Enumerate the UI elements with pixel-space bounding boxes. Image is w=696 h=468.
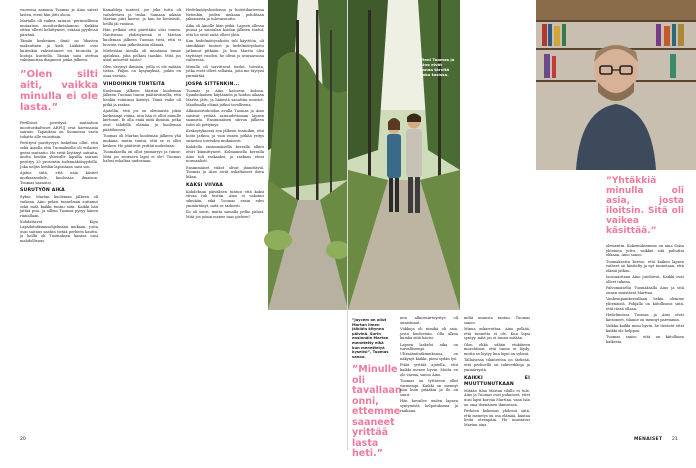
paragraph: Minulla oli tarvittavat tiedot, toiveita, jotka eivät olleet sellaisia, joita me täytyisi ymmärtää. [186,64,264,78]
paragraph: Tällaisessa tilanteessa on tärkeää, että perheellä on tukiverkkoja ja ymmärrystä. [464,358,530,372]
section-heading: SURUTYÖN AIKA [20,188,65,194]
paragraph: Kamaldeja tunteet, joe joka tuttu oli vaihdettava ja tuska. Samaan aikaan Martan piiri kasvoi, ja kun he heräsivät, heillä jäi vastaus. [103,8,181,27]
paragraph: Tuomaksesta kertoo, että kaiken lapsen vaiheet on käsitelty ja nyt tunnetaan, että elämä jatkuu. [606,259,684,274]
paragraph: Aika oli Ainolle liian pitkä. Lapsen ollessa poissa ja sairaalan hoidon jälkeen tuntui, että he eivät enää olleet yhtä. [186,23,264,38]
paragraph: Palvomaiselta Tuomaksalla Aino ja sitä ennen muistavat Marttaa. [606,286,684,296]
article-column-1 [20,8,98,245]
paragraph: Ajatus siitä, että näin käsitet mutkaansuhde, kuulostaa ilmaisua. Tuomas saanutsi. [20,171,98,185]
paragraph: Tuomas on tyttäreen ollut varmempi. Kaikki on mennyt niin kuin pitääkin ja ilo on suuri. [400,378,458,397]
paragraph: Kun hedelmöitysahoito tuli käyttöön, oli sinnikkäät tunteet ja hedelmöityshoito jatkunut pitkään. Ja kun Martta olisi täyttänyt vuoden, he olivat jo seuraavassa vaiheessa. [186,39,264,63]
paragraph: elementin. Kokemuksemme on aina iloisa yhteinen juttu, vaikkei sitä puhuttai elikaan, Aino sanoo. [606,244,684,258]
paragraph: Viikkoja oli nimikä oli asia, josta huolestuin. Olla alkua kuinka siitä kävisi. [400,327,458,341]
paragraph: Kahdella ensimmäisellä kerralla alkiot eivät kiinnittyneet. Kolmannella kerralla Aino tuli raskaaksi, ja raskaus eteni normaalisti. [186,145,264,164]
paragraph: Tuomas ja Aino katsovat kotona. Sjambolaaisen käytännön ja hoidon aikaan Martta jätti, ja hänestä sanottiin muistot. Maailmalla elämä jatkui tavallisena. [186,88,264,107]
paragraph: Mitään tilaa Martan tilalle ei tule. Aino ja Tuomas ovat puhuneet, ettei uusi lapsi korvaa Marttaa, vaan hän on oma itsenäinen ihmisensä. [464,388,530,407]
article-column-2 [103,8,181,166]
section-heading: VIHDOINKIN TUNTEITA [103,81,165,87]
pull-quote: ”Minulle oli tavallaan onni, ettemme saaneet yrittää lasta heti.” [352,364,402,460]
paragraph: Olen ehkä vähän etukäteen murehtinut, että tunne ei löydy, mutta se löytyy kun lapsi on sylissä. [464,342,530,357]
paragraph: Perilliiset perittyvä mutaation moottorikalvoset ARPUJ ovat harvinaisia sairaus. Tapauksia on Suomessa vasta tuhatta alle vuosittain. [20,120,98,140]
paragraph: nen alkionsiirtoyritys oli onnistunut. [400,316,458,325]
paragraph: Minua askarruttaa: Aino pelkää, että tunnetta ei ole. Kun lapsi syntyy, mitä jos ei tunnu mitään. [464,327,530,341]
paragraph: Kohdattavat Kipu Lapsilatutkimusohjelmaan mukaan, josta uusi sairaus saatiin tietää perheen kautta, ja heillä oli Tuomaksen kanssa uusi mahdollisuus. [20,220,98,244]
article-column-b [464,316,530,429]
paragraph: Ensimmäiset viikot olivat jännittäviä. Tuomas ja Aino eivät uskaltaneet iloita liikaa. [186,165,264,179]
paragraph: Kahdeksan päiväksen tuntuu että kaksi viivaa tuli testiin. Aino ei uskonut silmiään, eikä Tuomas ensin edes ymmärtänyt, mitä se tarkoitti. [186,189,264,208]
paragraph: Hän pelkäsi että päivittäin olisi toinen. Nauttiessa yhdistyneinä ei Martan kuoleman jälkeen Tuomas tiesi, että ei luovuta vaan jatkettaisiin elämää. [103,28,181,47]
left-page [0,0,348,450]
paragraph: Tuomaksella on ollut ymmärrys ja tunne: Mitä jos seuraava lapsi ei ole? Tuomas halusi uskaltaa uudestaan. [103,149,181,164]
couple-photo [348,0,460,310]
paragraph: Martalla oli vaikea sairaus -perinnöllinen mutaation moottoriketalamusi. Kaikkia sitten ollesti kehittyneet, eräänä pyydessä päivänä. [20,19,98,38]
paragraph: Sykse. Martan kuoleman jälkeen oli vaikeaa. Aino pelasi tunnelman auttanut sekä mitä kaikki tuntui siitä. Kaikki hän jättää pois, ja silloin Tuomas pysyy hänen rinnallaan. [20,195,98,219]
photo-caption-block [352,318,402,468]
page-number: 21 [672,437,678,442]
paragraph: Ajatellin, että jos on olennaista jokin korkeampi voima, niin hän ei ollut minulle kertonut. Ei olla enää niitä ihmisiä, jotka ovat tähdellä elämän ja kuoleman päätöksessä. [103,109,181,132]
paragraph: Tämän keskeinen ilmiö on lihasten maksuttaen ja kieli. Lääkärit ovat kuitenkin vahvistaneet eri teorioita ja hoitoja kuvitella. Tämän saisi otettua vakiinnuttaa diagnoosi jonka jälkeen. [20,39,98,63]
paragraph: Hedelmoissa Tuomas ja Aino eivät katsoneet, tilanne on mennyt paremmin. [606,313,684,322]
caption-text: ”Jaycem on ollut Martan ilmen jälkiäin kitynna päivinä. Surin ensinnäin Martan menetetty eikä kun menettelyä kyselisi”, Tuomas sanoo. [352,318,389,359]
right-page [348,0,696,460]
paragraph: Perittyvä parittyvyys laskettua ollut, että sekä Ainolla että Tuomaksella oli erilaiset geeni mutaatio. He eivät löytänyt sairaita, mutta heidän yhteisille lapsilla sairaus perittyy 25 prosentin todennäköisyydellä. Joka neljäs heidän lapsistaan saisi sen. [20,141,98,169]
paragraph: vuorossa aamuna Tuomas ja Aino saivat lasten, eteni hän jätti oloon. [20,8,98,17]
pull-quote: ”Yhtäkkiä minulla oli asia, josta iloitsin. Sitä oli vaikea käsittää.” [606,176,684,236]
man-bookshelf-image [536,0,696,170]
paragraph: miltä minusta tuntuu, Tuomas sanoo. [464,316,530,325]
article-column-3 [186,8,264,221]
paragraph: Lapsen laskeloi aika on turvallisempi. Ultraäänitutkimuksissa on näkynyt kaikki, pieni sydän lyö. [400,342,458,361]
paragraph: Hän kuvailee uuden lapsen syntymistä helpotuksena ja rauhana. [400,399,458,413]
photo-caption: Vieni Tuomas ja Aino eivät sanaa tärvitä koko tosissa. [420,57,455,77]
paragraph: Olen väsynyt ihmisiin, joilla ei ole mitään tietoa. Paljon on kysymyksiä, joihin en osaa vastata. [103,64,181,78]
paragraph: Vanhempainkerrallaan hekin olemme yhtenäisiä. Pohjalla on kiitollisuus siitä, että tässä ollaan. [606,297,684,311]
forest-path-image [268,0,348,310]
paragraph: Mielestäni Ainolla oli muutama tunne ajatuksia, joka pelkäsi taaskin. Mitä jos asiat menevät toisin? [103,48,181,63]
article-column-a [400,316,458,415]
paragraph: Hedelmöityshoidoissa ja hoitotilanteessa tietenkin, joiden mukaan pohditaan jaksamista ja tulevaisuutta. [186,8,264,22]
paragraph: Vaikka kaikki meni hyvin, he tietävät ettei kaikki ole helppoa. [606,324,684,333]
couple-forest-image [348,0,460,310]
magazine-brand: MENAISET [634,437,663,442]
forest-photo [268,0,348,310]
paragraph: Perheen kokemus yhdessä siitä, että menetys on osa elämää, kantaa heitä eteenpäin. He muistavat Martan aina. [464,408,530,428]
paragraph: Pitää yrittää ajatella, että kaikki menee hyvin. Mutta en ole varma, sanoo Aino. [400,363,458,377]
article-column-c [606,176,684,346]
portrait-photo [536,0,696,170]
paragraph: Tuomas sanoo, että on kiitollinen kaikesta. [606,335,684,344]
section-heading: JOSPA SITTENKIN... [186,81,240,87]
section-heading: KAIKKI EI MUUTTUNUTKAAN [464,375,530,387]
paragraph: Alkionsiirtohoidon avulla Tuomas ja Aino saisivat yrittää sairaudettoman lapsen saamista. Ensimmäisen siirron jälkeen tulos oli pettymys. [186,109,264,128]
section-heading: KAKSI VIIVAA [186,182,224,188]
pull-quote: ”Olen silti aiti, vaikka minulla ei ole lasta.” [20,68,98,113]
paragraph: Ilo oli suuri, mutta samalla pelko palasi. Mitä jos jotain menee taas pieleen? [186,210,264,219]
paragraph: Keskeytyksessä sen jälkeen tuntuikin, että hoito jatkuu, ja vain ennen pitkää yritys onnistuu toiveiden mukaisesti. [186,129,264,143]
paragraph: Isossaaritaan Aino juteltavat. Kaikki ovat olleet tukena. [606,275,684,285]
paragraph: Kuoleman jälkeen Martan kuoleman jälkeen Tuomas tuntui päättäväiseltä, että heidän vointinsa kiristyi. Tämä vaihe oli pitkä ja raskas. [103,88,181,107]
page-number: 20 [20,437,26,442]
paragraph: Tuomas oli Martan kuoleman jälkeen yhä mukana, mutta tuntui, että se ei ollut kesken. He päättivät yrittää uudestaan. [103,134,181,148]
